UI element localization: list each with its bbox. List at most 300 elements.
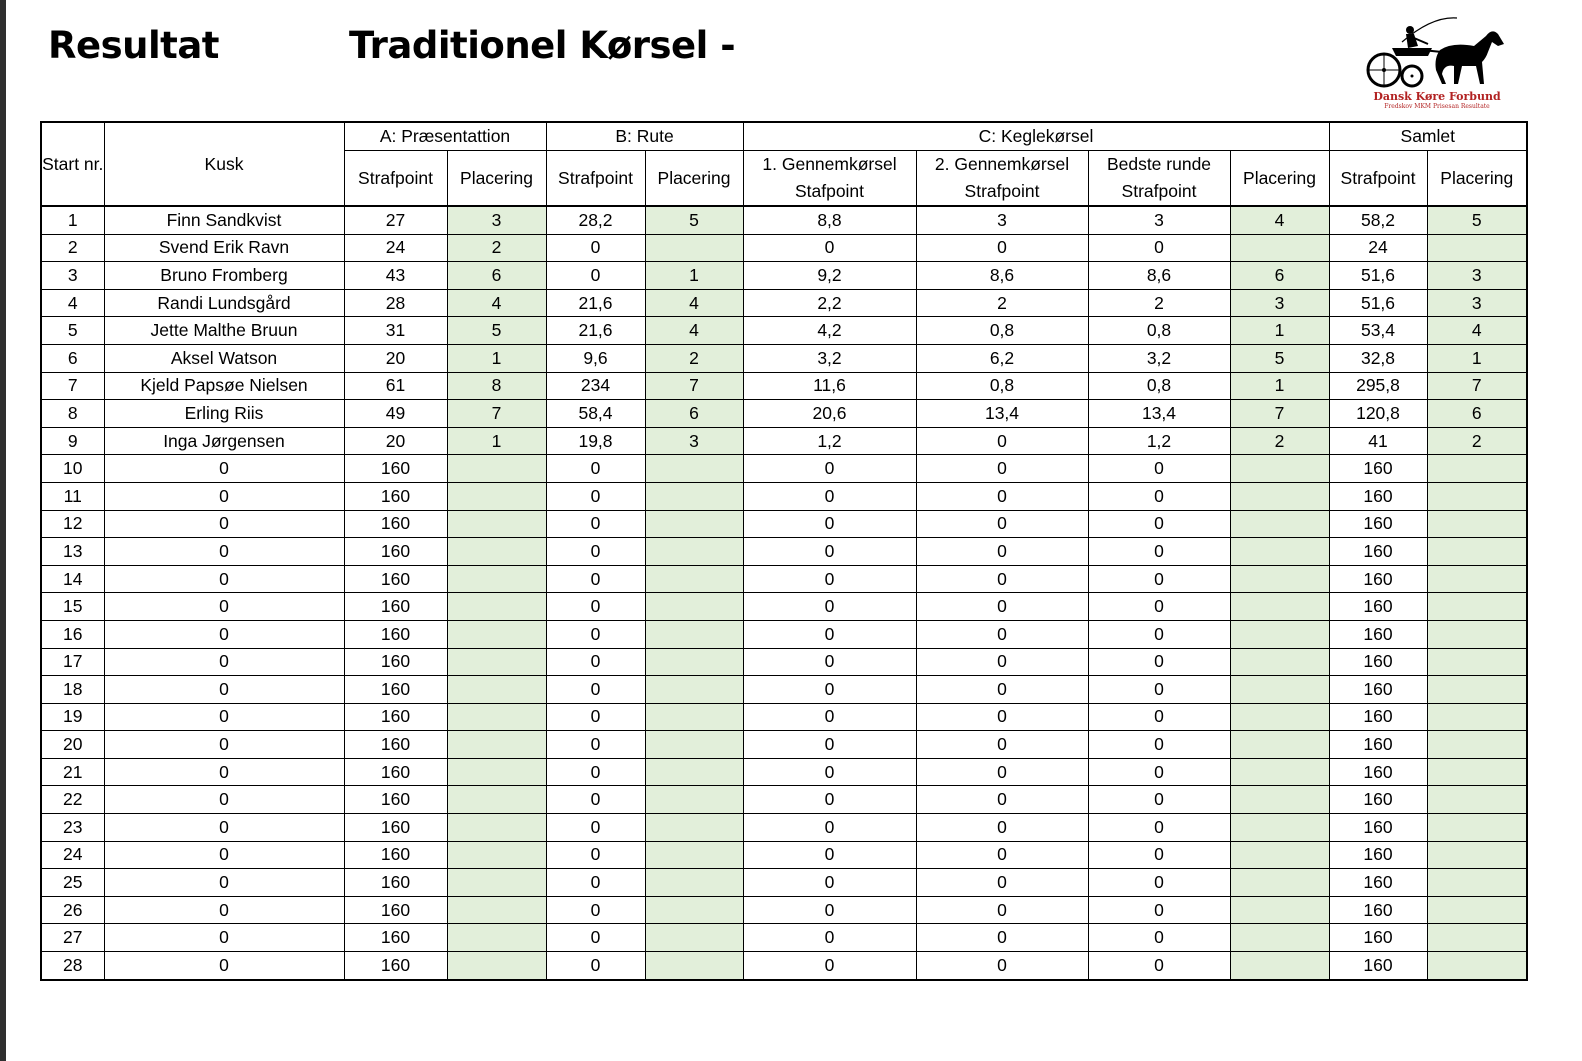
c-placering-header: Placering (1230, 151, 1329, 207)
a-strafpoint-cell: 43 (344, 262, 447, 290)
c-bedste-cell: 1,2 (1088, 427, 1230, 455)
a-strafpoint-cell: 160 (344, 538, 447, 566)
a-strafpoint-cell: 160 (344, 565, 447, 593)
competition-title: Traditionel Kørsel - (349, 24, 736, 67)
b-strafpoint-cell: 28,2 (546, 206, 645, 234)
c-bedste-cell: 0 (1088, 482, 1230, 510)
c-bedste-cell: 0 (1088, 703, 1230, 731)
c-gennem2-cell: 8,6 (916, 262, 1088, 290)
samlet-placering-cell (1427, 648, 1527, 676)
start-nr-cell: 18 (41, 676, 104, 704)
a-strafpoint-cell: 61 (344, 372, 447, 400)
c-placering-cell (1230, 482, 1329, 510)
b-strafpoint-cell: 0 (546, 869, 645, 897)
kusk-cell: Svend Erik Ravn (104, 234, 344, 262)
start-nr-cell: 19 (41, 703, 104, 731)
c-gennem2-cell: 0 (916, 896, 1088, 924)
c-placering-cell (1230, 952, 1329, 980)
samlet-placering-cell (1427, 924, 1527, 952)
c-gennem1-cell: 0 (743, 565, 916, 593)
a-placering-cell: 1 (447, 427, 546, 455)
b-strafpoint-cell: 0 (546, 262, 645, 290)
start-nr-header: Start nr. (41, 122, 104, 206)
c-gennem1-cell: 0 (743, 758, 916, 786)
b-strafpoint-cell: 0 (546, 455, 645, 483)
a-placering-cell (447, 869, 546, 897)
samlet-strafpoint-cell: 160 (1329, 758, 1427, 786)
c-gennem2-cell: 0,8 (916, 372, 1088, 400)
c-gennem1-cell: 0 (743, 896, 916, 924)
a-placering-cell: 1 (447, 344, 546, 372)
page-title: Resultat (48, 24, 219, 67)
kusk-cell: 0 (104, 620, 344, 648)
c-placering-cell: 4 (1230, 206, 1329, 234)
c-gennem1-cell: 8,8 (743, 206, 916, 234)
b-strafpoint-cell: 58,4 (546, 400, 645, 428)
c-bedste-cell: 13,4 (1088, 400, 1230, 428)
b-strafpoint-cell: 0 (546, 234, 645, 262)
c-gennem1-cell: 9,2 (743, 262, 916, 290)
c-placering-cell (1230, 593, 1329, 621)
c-bedste-cell: 0 (1088, 510, 1230, 538)
kusk-cell: 0 (104, 786, 344, 814)
start-nr-cell: 23 (41, 814, 104, 842)
c-gennem1-cell: 0 (743, 593, 916, 621)
b-placering-cell (645, 786, 743, 814)
table-row (41, 676, 1527, 704)
group-b-header: B: Rute (546, 122, 743, 151)
samlet-strafpoint-cell: 160 (1329, 841, 1427, 869)
c-placering-cell (1230, 234, 1329, 262)
table-row (41, 289, 1527, 317)
c-placering-cell: 1 (1230, 317, 1329, 345)
b-placering-cell (645, 482, 743, 510)
c-bedste-cell: 2 (1088, 289, 1230, 317)
b-placering-header: Placering (645, 151, 743, 207)
samlet-placering-cell: 3 (1427, 289, 1527, 317)
b-strafpoint-cell: 0 (546, 676, 645, 704)
samlet-placering-header: Placering (1427, 151, 1527, 207)
samlet-strafpoint-cell: 160 (1329, 703, 1427, 731)
table-row (41, 372, 1527, 400)
c-bedste-cell: 0 (1088, 648, 1230, 676)
samlet-placering-cell (1427, 786, 1527, 814)
a-placering-cell (447, 896, 546, 924)
start-nr-cell: 20 (41, 731, 104, 759)
samlet-placering-cell: 6 (1427, 400, 1527, 428)
c-bedste-cell: 0 (1088, 869, 1230, 897)
b-strafpoint-cell: 21,6 (546, 317, 645, 345)
c-placering-cell (1230, 814, 1329, 842)
kusk-cell: 0 (104, 869, 344, 897)
samlet-strafpoint-cell: 160 (1329, 731, 1427, 759)
c-gennem1-cell: 0 (743, 731, 916, 759)
b-placering-cell (645, 676, 743, 704)
c-placering-cell (1230, 869, 1329, 897)
b-placering-cell (645, 510, 743, 538)
c-gennem2-cell: 3 (916, 206, 1088, 234)
b-placering-cell: 3 (645, 427, 743, 455)
table-row (41, 206, 1527, 234)
samlet-strafpoint-cell: 160 (1329, 593, 1427, 621)
start-nr-cell: 3 (41, 262, 104, 290)
window-edge (0, 0, 6, 1061)
c-bedste-cell: 0 (1088, 565, 1230, 593)
b-placering-cell (645, 814, 743, 842)
b-placering-cell: 1 (645, 262, 743, 290)
c-gennem2-cell: 0 (916, 565, 1088, 593)
table-row (41, 455, 1527, 483)
c-gennem1-cell: 3,2 (743, 344, 916, 372)
kusk-cell: Randi Lundsgård (104, 289, 344, 317)
c-gennem1-header: 1. Gennemkørsel Stafpoint (743, 151, 916, 207)
a-strafpoint-cell: 160 (344, 620, 447, 648)
samlet-strafpoint-cell: 160 (1329, 455, 1427, 483)
b-strafpoint-cell: 0 (546, 648, 645, 676)
kusk-cell: 0 (104, 924, 344, 952)
kusk-cell: 0 (104, 593, 344, 621)
c-gennem2-cell: 0 (916, 620, 1088, 648)
samlet-placering-cell (1427, 758, 1527, 786)
table-row (41, 620, 1527, 648)
samlet-placering-cell (1427, 814, 1527, 842)
samlet-placering-cell (1427, 538, 1527, 566)
samlet-strafpoint-cell: 160 (1329, 482, 1427, 510)
c-bedste-cell: 0 (1088, 234, 1230, 262)
b-strafpoint-cell: 0 (546, 896, 645, 924)
c-gennem2-cell: 0 (916, 841, 1088, 869)
table-row (41, 344, 1527, 372)
table-row (41, 234, 1527, 262)
a-strafpoint-cell: 24 (344, 234, 447, 262)
c-gennem2-cell: 0 (916, 455, 1088, 483)
c-placering-cell (1230, 731, 1329, 759)
table-row (41, 924, 1527, 952)
kusk-cell: 0 (104, 896, 344, 924)
b-placering-cell (645, 455, 743, 483)
table-row (41, 814, 1527, 842)
samlet-placering-cell (1427, 841, 1527, 869)
start-nr-cell: 12 (41, 510, 104, 538)
a-strafpoint-cell: 160 (344, 814, 447, 842)
samlet-strafpoint-cell: 160 (1329, 648, 1427, 676)
c-bedste-cell: 3,2 (1088, 344, 1230, 372)
c-bedste-cell: 3 (1088, 206, 1230, 234)
a-placering-cell: 5 (447, 317, 546, 345)
start-nr-cell: 10 (41, 455, 104, 483)
samlet-placering-cell: 3 (1427, 262, 1527, 290)
samlet-strafpoint-cell: 160 (1329, 676, 1427, 704)
c-placering-cell (1230, 786, 1329, 814)
table-row (41, 648, 1527, 676)
c-bedste-cell: 0 (1088, 620, 1230, 648)
a-strafpoint-cell: 160 (344, 786, 447, 814)
kusk-cell: Jette Malthe Bruun (104, 317, 344, 345)
samlet-placering-cell (1427, 234, 1527, 262)
a-strafpoint-cell: 160 (344, 731, 447, 759)
c-placering-cell (1230, 648, 1329, 676)
samlet-placering-cell: 5 (1427, 206, 1527, 234)
b-placering-cell (645, 869, 743, 897)
table-row (41, 317, 1527, 345)
a-strafpoint-cell: 160 (344, 841, 447, 869)
c-gennem2-cell: 0 (916, 703, 1088, 731)
b-strafpoint-cell: 21,6 (546, 289, 645, 317)
a-placering-cell (447, 814, 546, 842)
c-gennem2-cell: 6,2 (916, 344, 1088, 372)
a-strafpoint-cell: 27 (344, 206, 447, 234)
c-gennem1-cell: 0 (743, 234, 916, 262)
b-strafpoint-cell: 0 (546, 841, 645, 869)
b-placering-cell: 2 (645, 344, 743, 372)
c-gennem2-cell: 0,8 (916, 317, 1088, 345)
samlet-strafpoint-cell: 24 (1329, 234, 1427, 262)
a-placering-cell: 6 (447, 262, 546, 290)
b-strafpoint-cell: 0 (546, 952, 645, 980)
table-row (41, 565, 1527, 593)
kusk-cell: 0 (104, 841, 344, 869)
table-row (41, 841, 1527, 869)
c-placering-cell: 5 (1230, 344, 1329, 372)
b-strafpoint-cell: 0 (546, 786, 645, 814)
c-gennem1-cell: 0 (743, 455, 916, 483)
a-placering-cell (447, 510, 546, 538)
a-placering-cell (447, 593, 546, 621)
b-placering-cell (645, 841, 743, 869)
start-nr-cell: 8 (41, 400, 104, 428)
start-nr-cell: 2 (41, 234, 104, 262)
samlet-strafpoint-cell: 160 (1329, 510, 1427, 538)
c-gennem2-cell: 0 (916, 510, 1088, 538)
kusk-cell: Erling Riis (104, 400, 344, 428)
c-gennem2-cell: 13,4 (916, 400, 1088, 428)
c-gennem1-cell: 0 (743, 924, 916, 952)
c-gennem2-cell: 0 (916, 952, 1088, 980)
logo-subtitle: Fredskov MKM Prisesan Resultate (1384, 103, 1490, 110)
a-strafpoint-cell: 160 (344, 676, 447, 704)
b-strafpoint-cell: 19,8 (546, 427, 645, 455)
c-bedste-cell: 0,8 (1088, 317, 1230, 345)
c-gennem2-cell: 0 (916, 924, 1088, 952)
c-gennem1-cell: 0 (743, 952, 916, 980)
c-gennem1-cell: 0 (743, 676, 916, 704)
table-row (41, 482, 1527, 510)
a-placering-cell (447, 731, 546, 759)
table-row (41, 593, 1527, 621)
a-strafpoint-cell: 31 (344, 317, 447, 345)
c-placering-cell (1230, 758, 1329, 786)
kusk-header: Kusk (104, 122, 344, 206)
b-strafpoint-cell: 0 (546, 703, 645, 731)
start-nr-cell: 6 (41, 344, 104, 372)
b-placering-cell (645, 896, 743, 924)
b-strafpoint-cell: 0 (546, 538, 645, 566)
samlet-strafpoint-cell: 160 (1329, 896, 1427, 924)
samlet-strafpoint-cell: 160 (1329, 620, 1427, 648)
start-nr-cell: 13 (41, 538, 104, 566)
start-nr-cell: 5 (41, 317, 104, 345)
kusk-cell: 0 (104, 731, 344, 759)
c-gennem1-cell: 0 (743, 510, 916, 538)
b-strafpoint-cell: 0 (546, 758, 645, 786)
a-placering-cell (447, 648, 546, 676)
federation-logo (1362, 14, 1512, 112)
c-gennem2-cell: 0 (916, 482, 1088, 510)
c-gennem1-cell: 0 (743, 620, 916, 648)
start-nr-cell: 11 (41, 482, 104, 510)
start-nr-cell: 21 (41, 758, 104, 786)
b-strafpoint-cell: 0 (546, 593, 645, 621)
samlet-strafpoint-cell: 160 (1329, 565, 1427, 593)
samlet-placering-cell (1427, 896, 1527, 924)
a-placering-cell (447, 620, 546, 648)
kusk-cell: 0 (104, 952, 344, 980)
a-strafpoint-cell: 160 (344, 703, 447, 731)
samlet-strafpoint-cell: 160 (1329, 786, 1427, 814)
c-bedste-header: Bedste runde Strafpoint (1088, 151, 1230, 207)
start-nr-cell: 7 (41, 372, 104, 400)
samlet-placering-cell: 2 (1427, 427, 1527, 455)
b-strafpoint-cell: 0 (546, 510, 645, 538)
c-gennem2-cell: 0 (916, 786, 1088, 814)
table-row (41, 510, 1527, 538)
samlet-placering-cell: 4 (1427, 317, 1527, 345)
samlet-strafpoint-cell: 32,8 (1329, 344, 1427, 372)
samlet-placering-cell (1427, 676, 1527, 704)
b-placering-cell (645, 758, 743, 786)
c-gennem2-cell: 0 (916, 869, 1088, 897)
c-gennem1-cell: 0 (743, 814, 916, 842)
samlet-placering-cell (1427, 703, 1527, 731)
b-placering-cell: 5 (645, 206, 743, 234)
horse-carriage-icon (1362, 14, 1512, 90)
start-nr-cell: 25 (41, 869, 104, 897)
c-bedste-cell: 0 (1088, 676, 1230, 704)
table-row (41, 896, 1527, 924)
c-placering-cell (1230, 510, 1329, 538)
group-c-header: C: Keglekørsel (743, 122, 1329, 151)
c-placering-cell (1230, 538, 1329, 566)
c-gennem2-header: 2. Gennemkørsel Strafpoint (916, 151, 1088, 207)
c-gennem1-cell: 0 (743, 786, 916, 814)
start-nr-cell: 26 (41, 896, 104, 924)
kusk-cell: 0 (104, 758, 344, 786)
c-placering-cell (1230, 924, 1329, 952)
samlet-placering-cell (1427, 869, 1527, 897)
table-row (41, 538, 1527, 566)
start-nr-cell: 27 (41, 924, 104, 952)
b-placering-cell (645, 648, 743, 676)
a-placering-cell (447, 676, 546, 704)
table-row (41, 869, 1527, 897)
c-gennem1-cell: 0 (743, 482, 916, 510)
c-gennem1-cell: 0 (743, 841, 916, 869)
b-strafpoint-header: Strafpoint (546, 151, 645, 207)
kusk-cell: 0 (104, 482, 344, 510)
kusk-cell: 0 (104, 648, 344, 676)
c-bedste-cell: 0 (1088, 786, 1230, 814)
logo-name: Dansk Køre Forbund (1373, 90, 1501, 103)
c-gennem2-cell: 0 (916, 593, 1088, 621)
b-placering-cell (645, 234, 743, 262)
a-strafpoint-cell: 160 (344, 924, 447, 952)
kusk-cell: Aksel Watson (104, 344, 344, 372)
a-placering-header: Placering (447, 151, 546, 207)
a-placering-cell (447, 952, 546, 980)
b-placering-cell: 4 (645, 289, 743, 317)
c-placering-cell: 2 (1230, 427, 1329, 455)
table-row (41, 703, 1527, 731)
a-strafpoint-cell: 160 (344, 869, 447, 897)
samlet-placering-cell (1427, 510, 1527, 538)
a-strafpoint-cell: 160 (344, 952, 447, 980)
samlet-strafpoint-cell: 58,2 (1329, 206, 1427, 234)
b-placering-cell (645, 731, 743, 759)
kusk-cell: 0 (104, 538, 344, 566)
start-nr-cell: 14 (41, 565, 104, 593)
c-gennem1-cell: 11,6 (743, 372, 916, 400)
kusk-cell: Inga Jørgensen (104, 427, 344, 455)
start-nr-cell: 9 (41, 427, 104, 455)
c-bedste-cell: 0 (1088, 814, 1230, 842)
a-strafpoint-cell: 20 (344, 427, 447, 455)
b-strafpoint-cell: 0 (546, 565, 645, 593)
samlet-strafpoint-cell: 160 (1329, 869, 1427, 897)
start-nr-cell: 16 (41, 620, 104, 648)
start-nr-cell: 1 (41, 206, 104, 234)
c-gennem1-cell: 0 (743, 538, 916, 566)
samlet-strafpoint-cell: 160 (1329, 814, 1427, 842)
c-bedste-cell: 0 (1088, 924, 1230, 952)
start-nr-cell: 4 (41, 289, 104, 317)
start-nr-cell: 28 (41, 952, 104, 980)
a-placering-cell: 4 (447, 289, 546, 317)
c-placering-cell (1230, 841, 1329, 869)
table-row (41, 731, 1527, 759)
b-placering-cell (645, 593, 743, 621)
table-row (41, 427, 1527, 455)
b-placering-cell (645, 952, 743, 980)
c-bedste-cell: 0 (1088, 841, 1230, 869)
c-bedste-cell: 0 (1088, 731, 1230, 759)
table-row (41, 400, 1527, 428)
a-placering-cell: 7 (447, 400, 546, 428)
start-nr-cell: 15 (41, 593, 104, 621)
b-strafpoint-cell: 0 (546, 482, 645, 510)
group-a-header: A: Præsentattion (344, 122, 546, 151)
c-placering-cell (1230, 703, 1329, 731)
samlet-strafpoint-cell: 41 (1329, 427, 1427, 455)
a-strafpoint-cell: 160 (344, 510, 447, 538)
c-bedste-cell: 0,8 (1088, 372, 1230, 400)
c-gennem2-cell: 0 (916, 814, 1088, 842)
c-bedste-cell: 0 (1088, 758, 1230, 786)
kusk-cell: 0 (104, 676, 344, 704)
c-bedste-cell: 0 (1088, 952, 1230, 980)
table-row (41, 952, 1527, 980)
kusk-cell: 0 (104, 565, 344, 593)
samlet-strafpoint-cell: 51,6 (1329, 289, 1427, 317)
c-gennem2-cell: 0 (916, 758, 1088, 786)
c-gennem1-cell: 2,2 (743, 289, 916, 317)
samlet-strafpoint-cell: 51,6 (1329, 262, 1427, 290)
kusk-cell: 0 (104, 703, 344, 731)
c-placering-cell: 6 (1230, 262, 1329, 290)
c-placering-cell (1230, 455, 1329, 483)
c-bedste-cell: 8,6 (1088, 262, 1230, 290)
samlet-placering-cell (1427, 482, 1527, 510)
c-gennem1-cell: 20,6 (743, 400, 916, 428)
